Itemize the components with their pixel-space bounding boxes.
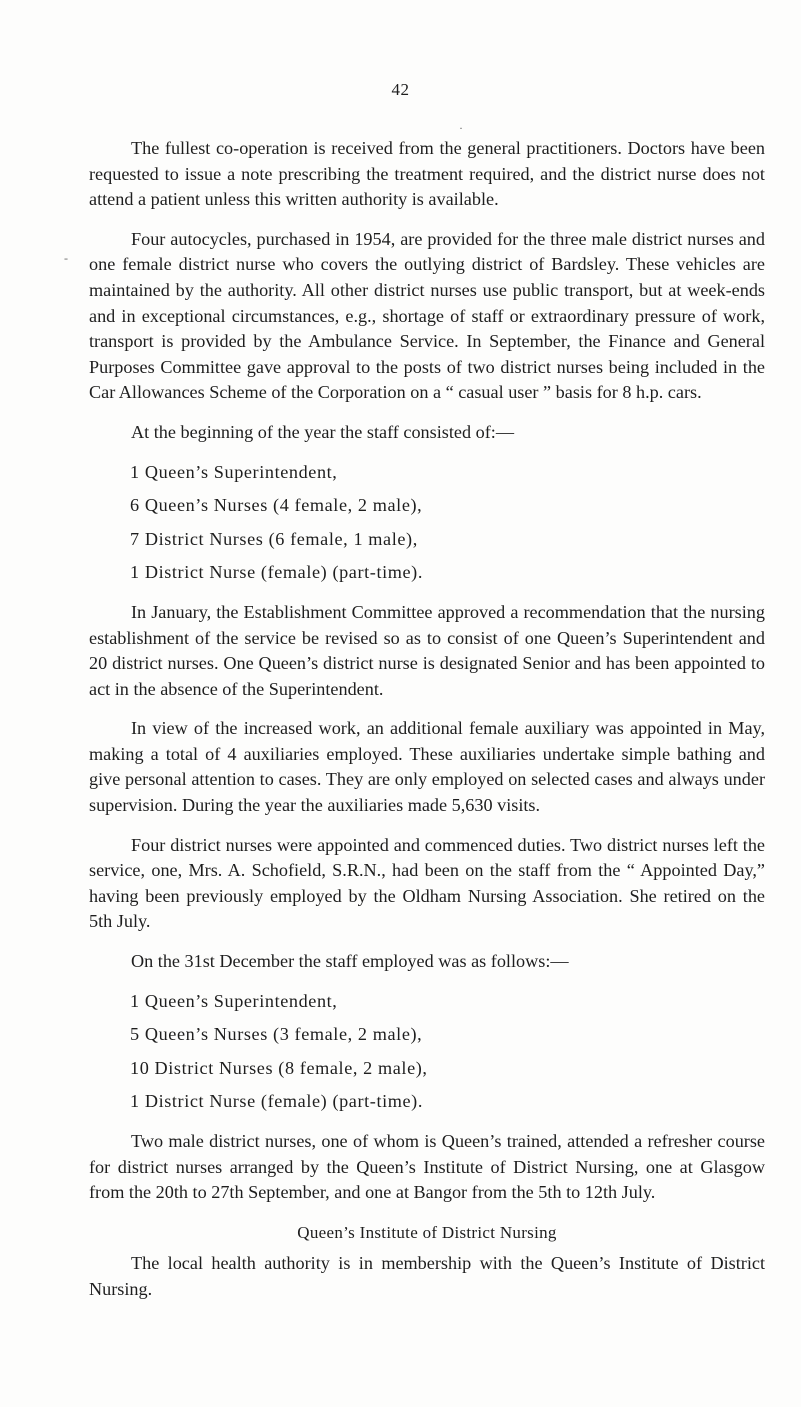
list-item: 10 District Nurses (8 female, 2 male), — [130, 1057, 428, 1078]
paragraph-autocycles: Four autocycles, purchased in 1954, are provided for the three male district nurses and one female district nurse who covers the outlying district of Bardsley. These vehicles are maintained by the authority. All other district nurses use public transport, but at week-ends and in exceptional circumstances, e.g., shortage of staff or extraordinary pressure of work, transport is provided by the Ambulance Service. In September, the Finance and General Purposes Committee gave approval to the posts of two district nurses being included in the Car Allowances Scheme of the Corporation on a “ casual user ” basis for 8 h.p. cars. — [89, 228, 765, 403]
list-item: 1 District Nurse (female) (part-time). — [130, 1091, 423, 1112]
stray-mark: · — [459, 121, 463, 135]
staff-start-list — [89, 460, 765, 586]
document-body — [89, 136, 765, 1317]
page-number: 42 — [391, 80, 410, 99]
paragraph-membership: The local health authority is in membership with the Queen’s Institute of District Nursing. — [89, 1253, 765, 1299]
stray-mark: - — [64, 251, 68, 265]
list-item: 6 Queen’s Nurses (4 female, 2 male), — [130, 495, 423, 516]
paragraph-refresher-course: Two male district nurses, one of whom is Queen’s trained, attended a refresher course for district nurses arranged by the Queen’s Institute of District Nursing, one at Glasgow from the 20th to 27th September, and one at Bangor from the 5th to 12th July. — [89, 1131, 765, 1203]
paragraph-gp-cooperation: The fullest co-operation is received from the general practitioners. Doctors have been requested to issue a note prescribing the treatment required, and the district nurse does not attend a patient unless this written authority is available. — [89, 138, 765, 210]
list-item: 7 District Nurses (6 female, 1 male), — [130, 528, 418, 549]
paragraph-staff-start-intro: At the beginning of the year the staff consisted of:— — [131, 421, 515, 442]
list-item: 1 Queen’s Superintendent, — [130, 461, 338, 482]
section-heading: Queen’s Institute of District Nursing — [297, 1222, 557, 1242]
list-item: 5 Queen’s Nurses (3 female, 2 male), — [130, 1024, 423, 1045]
list-item: 1 Queen’s Superintendent, — [130, 990, 338, 1011]
list-item: 1 District Nurse (female) (part-time). — [130, 562, 423, 583]
paragraph-auxiliaries: In view of the increased work, an additional female auxiliary was appointed in May, making a total of 4 auxiliaries employed. These auxiliaries undertake simple bathing and give personal attention to cases. They are only employed on selected cases and always under supervision. During the year the auxiliaries made 5,630 visits. — [89, 718, 765, 816]
paragraph-staff-end-intro: On the 31st December the staff employed was as follows:— — [131, 951, 569, 972]
paragraph-establishment: In January, the Establishment Committee approved a recommendation that the nursing establishment of the service be revised so as to consist of one Queen’s Superintendent and 20 district nurses. One Queen’s district nurse is designated Senior and has been appointed to act in the absence of the Superintendent. — [89, 601, 765, 699]
paragraph-appointments: Four district nurses were appointed and commenced duties. Two district nurses left the service, one, Mrs. A. Schofield, S.R.N., had been on the staff from the “ Appointed Day,” having been previously employed by the Oldham Nursing Association. She retired on the 5th July. — [89, 834, 765, 932]
staff-end-list — [89, 989, 765, 1115]
